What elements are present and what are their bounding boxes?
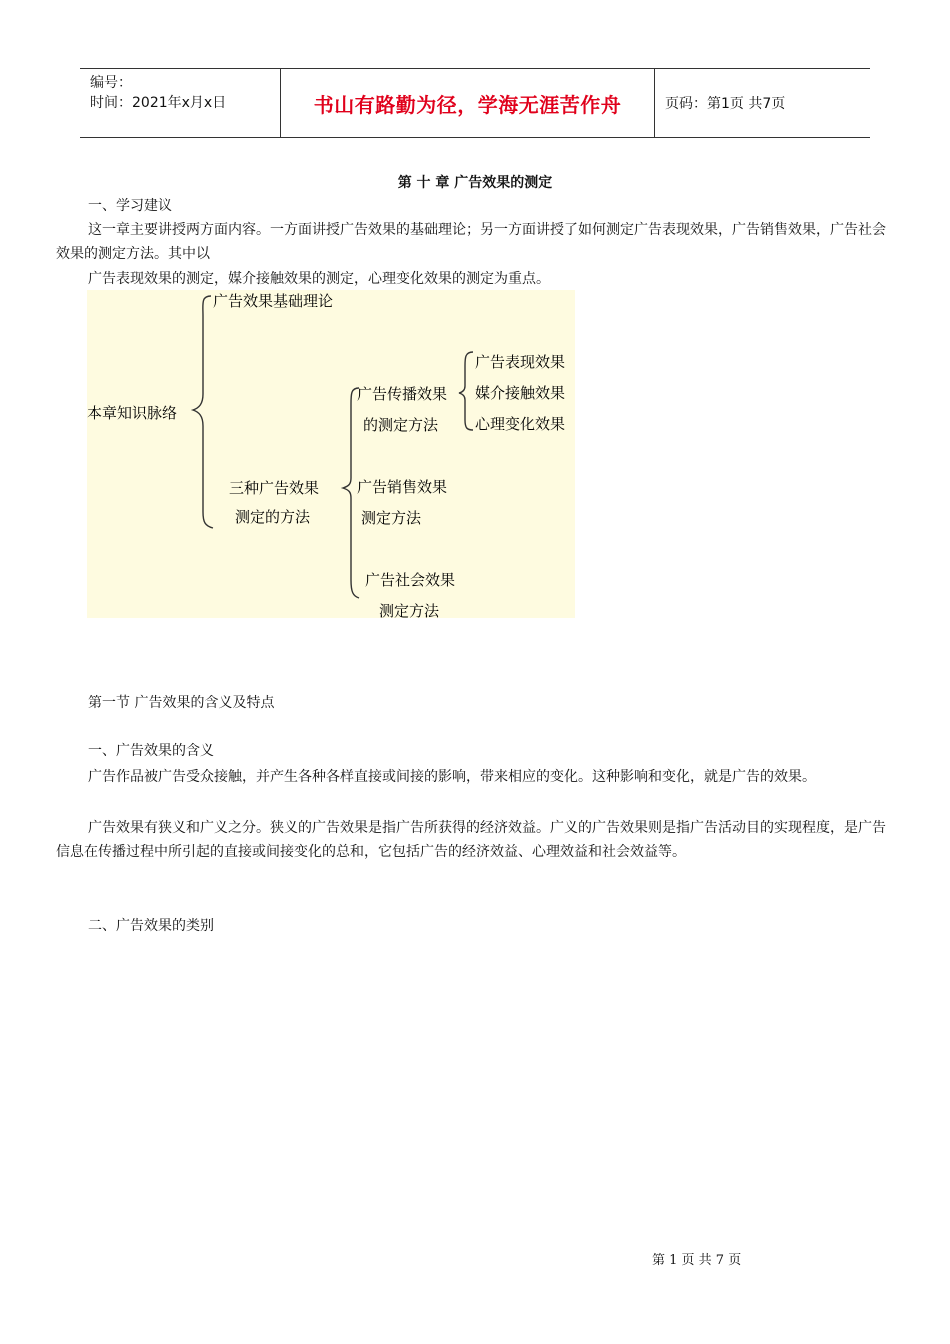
mindmap-comm-line2: 的测定方法: [363, 416, 439, 434]
knowledge-mindmap: [87, 290, 575, 618]
root-brace: [193, 296, 213, 528]
header-page-info: 页码：第1页 共7页: [665, 96, 786, 112]
mindmap-basic-theory: 广告效果基础理论: [213, 292, 334, 310]
page-footer: 第 1 页 共 7 页: [652, 1253, 742, 1268]
date-label: 时间：2021年x月x日: [90, 95, 227, 111]
comm-brace: [459, 352, 473, 430]
category-heading: 二、广告效果的类别: [88, 918, 214, 934]
mindmap-leaf-1: 广告表现效果: [475, 353, 566, 371]
chapter-title: 第 十 章 广告效果的测定: [397, 175, 553, 191]
meaning-text-2: 广告效果有狭义和广义之分。狭义的广告效果是指广告所获得的经济效益。广义的广告效果则是指广告活动目的实现程度，是广告信息在传播过程中所引起的直接或间接变化的总和，它包括广告的经济效益、心理效益和社会效益等。: [56, 820, 886, 860]
meaning-text-1: 广告作品被广告受众接触，并产生各种各样直接或间接的影响，带来相应的变化。这种影响和变化，就是广告的效果。: [88, 769, 816, 785]
mindmap-braces: [87, 290, 575, 618]
meaning-heading: 一、广告效果的含义: [88, 743, 214, 759]
mindmap-root: 本章知识脉络: [87, 404, 178, 422]
header-meta: [80, 69, 281, 137]
study-heading: 一、学习建议: [88, 198, 172, 214]
header-table: [80, 68, 870, 138]
mindmap-sales-line1: 广告销售效果: [357, 478, 448, 496]
mindmap-social-line2: 测定方法: [379, 602, 440, 620]
mindmap-three-methods-line1: 三种广告效果: [229, 479, 320, 497]
mindmap-social-line1: 广告社会效果: [365, 571, 456, 589]
section-title: 第一节 广告效果的含义及特点: [88, 695, 275, 711]
header-motto: 书山有路勤为径，学海无涯苦作舟: [281, 69, 655, 137]
study-text-2: 广告表现效果的测定，媒介接触效果的测定，心理变化效果的测定为重点。: [88, 271, 550, 287]
mindmap-three-methods-line2: 测定的方法: [235, 508, 311, 526]
number-label: 编号：: [90, 75, 132, 91]
mindmap-leaf-2: 媒介接触效果: [475, 384, 566, 402]
mindmap-leaf-3: 心理变化效果: [475, 415, 566, 433]
mindmap-comm-line1: 广告传播效果: [357, 385, 448, 403]
mindmap-sales-line2: 测定方法: [361, 509, 422, 527]
study-text-1: 这一章主要讲授两方面内容。一方面讲授广告效果的基础理论；另一方面讲授了如何测定广告表现效果，广告销售效果，广告社会效果的测定方法。其中以: [56, 222, 886, 262]
